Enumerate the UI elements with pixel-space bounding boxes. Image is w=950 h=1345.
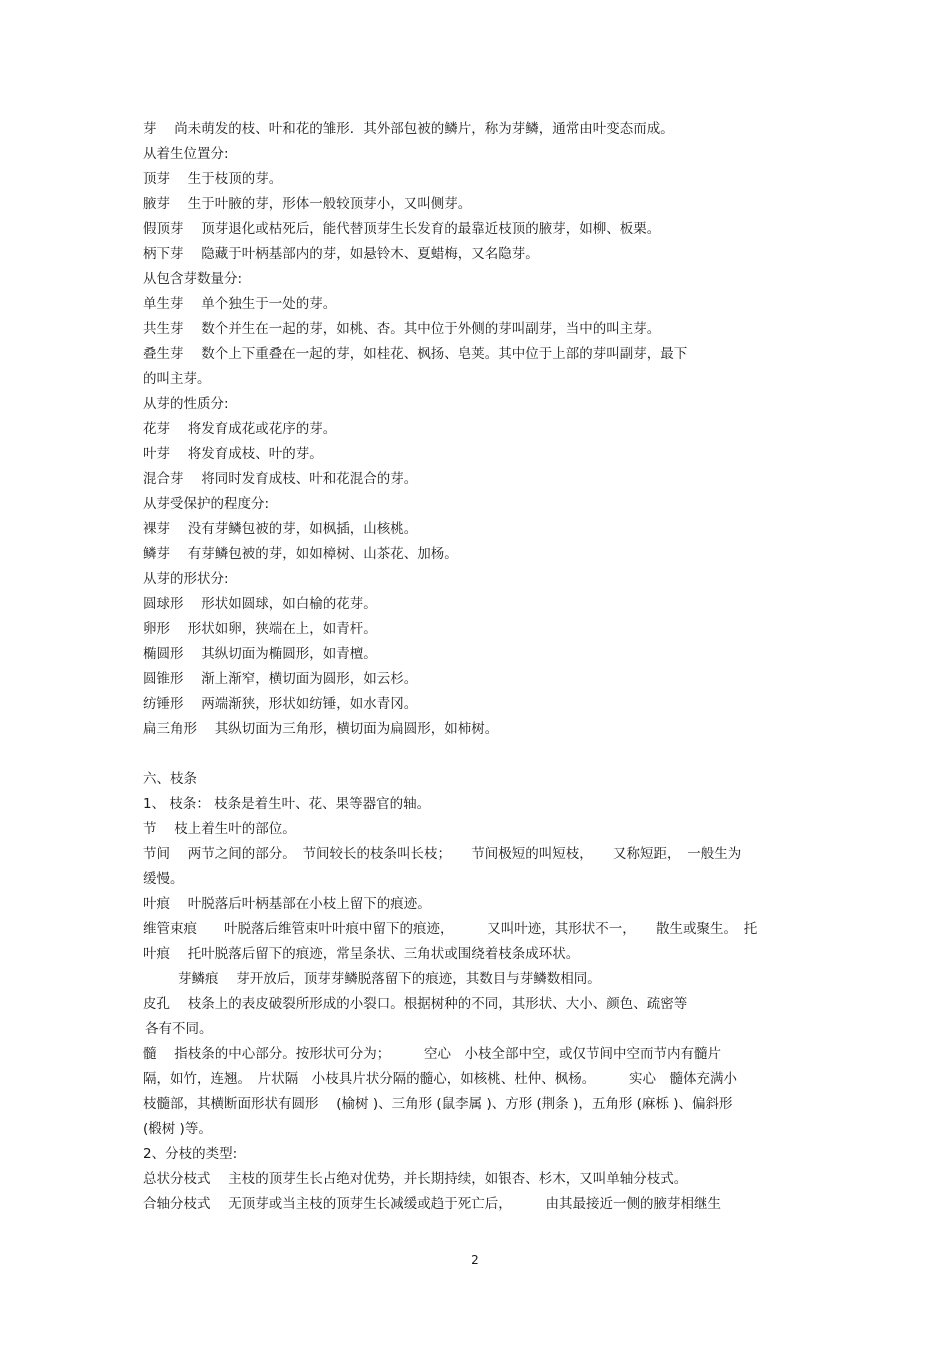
- text-line: 节 枝上着生叶的部位。: [143, 821, 296, 837]
- text-line: 顶芽 生于枝顶的芽。: [143, 171, 283, 187]
- text-line: 扁三角形 其纵切面为三角形，横切面为扁圆形，如柿树。: [143, 721, 499, 737]
- text-line: 2、分枝的类型:: [143, 1146, 238, 1162]
- text-line: 叶芽 将发育成枝、叶的芽。: [143, 446, 323, 462]
- text-line: 隔，如竹，连翘。 片状隔 小枝具片状分隔的髓心，如核桃、杜仲、枫杨。 实心 髓体充满小: [143, 1071, 737, 1087]
- text-line: 叶痕 叶脱落后叶柄基部在小枝上留下的痕迹。: [143, 896, 431, 912]
- text-line: 圆锥形 渐上渐窄，横切面为圆形，如云杉。: [143, 671, 418, 687]
- text-line: 假顶芽 顶芽退化或枯死后，能代替顶芽生长发育的最靠近枝顶的腋芽，如柳、板栗。: [143, 221, 661, 237]
- text-line: 从芽的性质分:: [143, 396, 229, 412]
- text-line: 叠生芽 数个上下重叠在一起的芽，如桂花、枫扬、皂荚。其中位于上部的芽叫副芽，最下: [143, 346, 688, 362]
- text-line: 维管束痕 叶脱落后维管束叶叶痕中留下的痕迹， 又叫叶迹，其形状不一， 散生或聚生。 托: [143, 921, 758, 937]
- section-heading: 六、枝条: [143, 771, 197, 787]
- text-line: 芽 尚未萌发的枝、叶和花的雏形．其外部包被的鳞片，称为芽鳞，通常由叶变态而成。: [143, 121, 674, 137]
- text-line: 从芽受保护的程度分:: [143, 496, 270, 512]
- text-line: 1、 枝条： 枝条是着生叶、花、果等器官的轴。: [143, 796, 431, 812]
- text-line: 柄下芽 隐藏于叶柄基部内的芽，如悬铃木、夏蜡梅，又名隐芽。: [143, 246, 539, 262]
- text-line: 节间 两节之间的部分。 节间较长的枝条叫长枝； 节间极短的叫短枝， 又称短距， 一般生为: [143, 846, 742, 862]
- text-line: 单生芽 单个独生于一处的芽。: [143, 296, 337, 312]
- text-line: 从着生位置分:: [143, 146, 229, 162]
- text-line: 缓慢。: [143, 871, 184, 887]
- text-line: 皮孔 枝条上的表皮破裂所形成的小裂口。根据树种的不同，其形状、大小、颜色、疏密等: [143, 996, 688, 1012]
- text-line: 合轴分枝式 无顶芽或当主枝的顶芽生长减缓或趋于死亡后， 由其最接近一侧的腋芽相继生: [143, 1196, 722, 1212]
- text-line: 纺锤形 两端渐狭，形状如纺锤，如水青冈。: [143, 696, 418, 712]
- text-line: 椭圆形 其纵切面为椭圆形，如青檀。: [143, 646, 377, 662]
- text-line: 从芽的形状分:: [143, 571, 229, 587]
- text-line: 从包含芽数量分:: [143, 271, 243, 287]
- text-line: 髓 指枝条的中心部分。按形状可分为； 空心 小枝全部中空，或仅节间中空而节内有髓片: [143, 1046, 722, 1062]
- text-line: 共生芽 数个并生在一起的芽，如桃、杏。其中位于外侧的芽叫副芽，当中的叫主芽。: [143, 321, 661, 337]
- text-line: 芽鳞痕 芽开放后，顶芽芽鳞脱落留下的痕迹，其数目与芽鳞数相同。: [178, 971, 601, 987]
- text-line: 圆球形 形状如圆球，如白榆的花芽。: [143, 596, 377, 612]
- text-line: 叶痕 托叶脱落后留下的痕迹，常呈条状、三角状或围绕着枝条成环状。: [143, 946, 580, 962]
- text-line: 鳞芽 有芽鳞包被的芽，如如樟树、山茶花、加杨。: [143, 546, 458, 562]
- page-number: 2: [471, 1253, 479, 1267]
- text-line: 花芽 将发育成花或花序的芽。: [143, 421, 337, 437]
- text-line: 枝髓部，其横断面形状有圆形 (榆树 )、三角形 (鼠李属 )、方形 (荆条 )，五角形 (麻栎 )、偏斜形: [143, 1096, 733, 1112]
- text-line: 各有不同。: [145, 1021, 213, 1037]
- text-line: 的叫主芽。: [143, 371, 211, 387]
- text-line: 总状分枝式 主枝的顶芽生长占绝对优势，并长期持续，如银杏、杉木，又叫单轴分枝式。: [143, 1171, 688, 1187]
- text-line: (椴树 )等。: [143, 1121, 212, 1137]
- text-line: 混合芽 将同时发育成枝、叶和花混合的芽。: [143, 471, 418, 487]
- text-line: 裸芽 没有芽鳞包被的芽，如枫插，山核桃。: [143, 521, 418, 537]
- text-line: 卵形 形状如卵，狭端在上，如青杆。: [143, 621, 377, 637]
- text-line: 腋芽 生于叶腋的芽，形体一般较顶芽小，又叫侧芽。: [143, 196, 472, 212]
